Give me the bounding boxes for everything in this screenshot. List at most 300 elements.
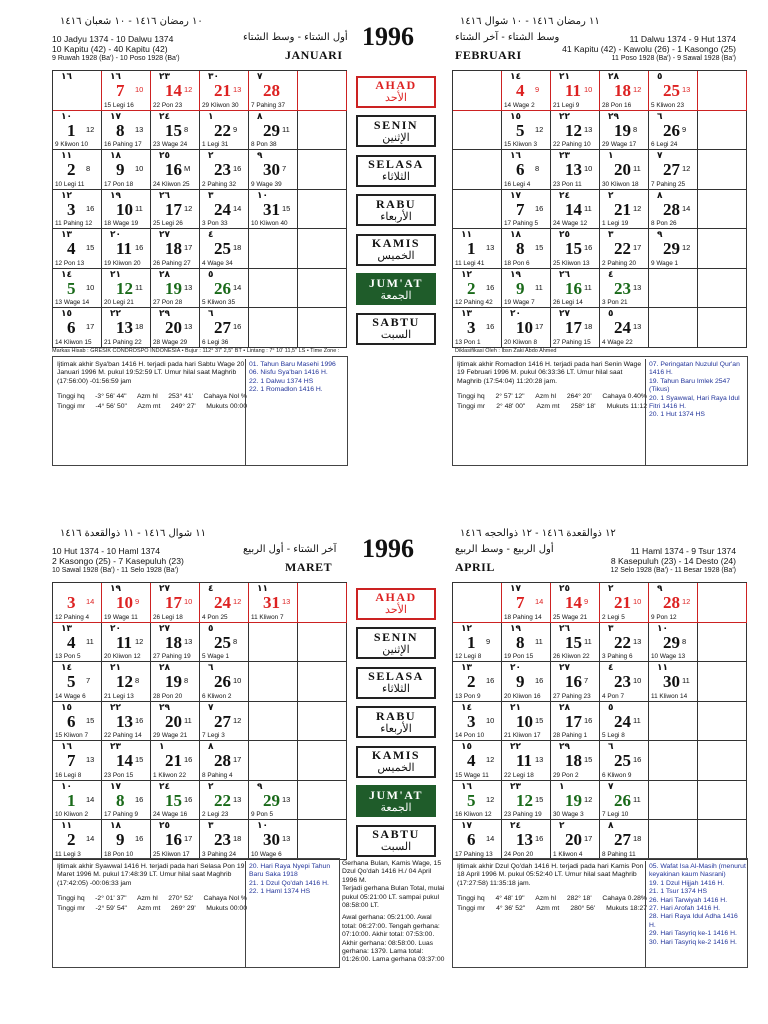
day-cell bbox=[298, 150, 347, 190]
gregorian-date: 28 bbox=[663, 199, 680, 219]
hijri-date: ١ bbox=[608, 151, 614, 161]
hijri-date: ٢١ bbox=[110, 269, 121, 280]
hijri-date: ٦ bbox=[208, 309, 214, 319]
hijri-range-mar: ١١ شوال ١٤١٦ - ١١ ذوالقعدة ١٤١٦ bbox=[60, 528, 207, 539]
event-item: 07. Peringatan Nuzulul Qur'an 1416 H. bbox=[649, 361, 740, 377]
julian-date: 15 bbox=[86, 243, 95, 252]
pasaran-label: 3 Pon 33 bbox=[202, 220, 228, 227]
day-cell bbox=[698, 190, 747, 230]
day-cell bbox=[698, 150, 747, 190]
cell: Mukuts 11:12 bbox=[606, 403, 647, 411]
day-cell bbox=[151, 820, 200, 860]
pasaran-label: 4 Wage 22 bbox=[602, 338, 633, 346]
day-cell bbox=[698, 71, 747, 111]
hijri-date: ١٧ bbox=[510, 190, 521, 201]
gregorian-date: 31 bbox=[263, 593, 280, 612]
day-cell bbox=[200, 111, 249, 151]
hijri-date: ٢٥ bbox=[159, 821, 170, 831]
pasaran-label: 3 Pon 21 bbox=[602, 299, 628, 306]
gregorian-date: 24 bbox=[214, 593, 231, 612]
julian-date: 13 bbox=[633, 636, 642, 646]
cell: Azm mt bbox=[137, 905, 161, 913]
day-cell bbox=[53, 741, 102, 781]
hijri-date: ٤ bbox=[208, 584, 214, 594]
julian-date: 18 bbox=[584, 322, 593, 331]
hijri-date: ٢٧ bbox=[159, 623, 170, 634]
gregorian-date: 23 bbox=[214, 830, 231, 849]
tinggi-table bbox=[57, 393, 247, 414]
pasaran-label: 25 Legi 26 bbox=[153, 220, 183, 227]
day-cell bbox=[102, 741, 151, 781]
julian-date: 7 bbox=[86, 676, 91, 685]
weekday-box bbox=[356, 627, 436, 659]
hijri-date: ١٤ bbox=[61, 269, 72, 280]
tinggi-row bbox=[457, 393, 647, 401]
day-cell bbox=[649, 662, 698, 702]
weekday-arabic: الثلاثاء bbox=[382, 170, 410, 184]
gregorian-date: 8 bbox=[516, 632, 525, 652]
julian-date: 10 bbox=[135, 85, 144, 94]
julian-date: 13 bbox=[282, 834, 291, 843]
pasaran-label: 9 Pon 12 bbox=[651, 613, 677, 621]
gregorian-date: 10 bbox=[516, 711, 533, 731]
pasaran-label: 24 Kliwon 25 bbox=[153, 180, 190, 188]
gregorian-date: 17 bbox=[165, 199, 182, 219]
hijri-date: ١٨ bbox=[510, 230, 521, 240]
day-cell bbox=[53, 583, 102, 623]
pasaran-label: 12 Legi 8 bbox=[455, 653, 482, 660]
pasaran-label: 20 Kliwon 8 bbox=[504, 338, 538, 346]
day-cell bbox=[53, 111, 102, 151]
hijri-date: ١٠ bbox=[657, 623, 668, 634]
julian-date: 12 bbox=[682, 597, 691, 606]
gregorian-date: 3 bbox=[467, 318, 476, 337]
pasaran-label: 7 Pahing 37 bbox=[251, 101, 286, 109]
hijri-date: ٥ bbox=[208, 623, 214, 634]
pasaran-label: 23 Pon 11 bbox=[553, 180, 582, 188]
julian-date: 16 bbox=[486, 322, 495, 331]
hijri-date: ٩ bbox=[657, 584, 663, 594]
cell: Cahaya Nol % bbox=[203, 393, 247, 400]
gregorian-date: 14 bbox=[565, 199, 582, 219]
hijri-date: ١٦ bbox=[61, 742, 72, 752]
ijtimak-text: Ijtimak akhir Syawwal 1416 H. terjadi pada hari Selasa Pon 19 Maret 1996 M. pukul 17:48:39 LT. Umur hilal saat Maghrib (17:42:05) -00:06:33 jam bbox=[57, 863, 245, 887]
julian-date: 16 bbox=[584, 243, 593, 252]
gregorian-date: 15 bbox=[565, 632, 582, 652]
info-line: 8 Kasepuluh (23) - 14 Desto (24) bbox=[610, 556, 736, 566]
gregorian-date: 17 bbox=[165, 593, 182, 612]
cell: 2° 48' 00" bbox=[496, 403, 526, 411]
pasaran-label: 2 Legi 23 bbox=[202, 811, 229, 818]
cell: 253° 41' bbox=[168, 393, 194, 400]
julian-date: 10 bbox=[633, 676, 642, 685]
day-cell bbox=[600, 71, 649, 111]
event-item: 06. Nisfu Sya'ban 1416 H. bbox=[249, 369, 328, 377]
info-mar bbox=[52, 546, 184, 576]
tinggi-table bbox=[457, 895, 647, 916]
eclipse-line: Terjadi gerhana Bulan Total, mulai pukul 05:21:00 LT. sampai pukul 08:58:00 LT. bbox=[342, 885, 445, 910]
hijri-date: ١٠ bbox=[61, 111, 72, 122]
event-item: 29. Hari Tasyriq ke-1 1416 H. bbox=[649, 930, 737, 938]
pasaran-label: 15 Kliwon 7 bbox=[55, 732, 89, 739]
julian-date: 11 bbox=[584, 636, 592, 646]
info-line: 41 Kapitu (42) - Kawolu (26) - 1 Kasongo (25) bbox=[562, 44, 736, 54]
gregorian-date: 8 bbox=[116, 790, 125, 810]
pasaran-label: 5 Wage 1 bbox=[202, 653, 230, 660]
gregorian-date: 1 bbox=[67, 120, 76, 140]
day-cell bbox=[502, 781, 551, 821]
hijri-date: ٧ bbox=[657, 151, 663, 161]
day-cell bbox=[551, 820, 600, 860]
pasaran-label: 12 Pahing 4 bbox=[55, 613, 90, 621]
cell: Azm mt bbox=[536, 403, 560, 411]
day-cell bbox=[151, 269, 200, 309]
gregorian-date: 17 bbox=[565, 711, 582, 731]
cell: -3° 56' 44" bbox=[95, 393, 127, 400]
pasaran-label: 11 Kliwon 14 bbox=[651, 692, 688, 700]
month-name-mar: MARET bbox=[285, 560, 333, 574]
gregorian-date: 29 bbox=[263, 790, 280, 810]
day-cell bbox=[249, 71, 298, 111]
pasaran-label: 2 Pahing 20 bbox=[602, 259, 637, 267]
gregorian-date: 22 bbox=[214, 120, 231, 140]
julian-date: 13 bbox=[184, 636, 193, 646]
julian-date: 8 bbox=[86, 164, 91, 173]
hijri-date: ٩ bbox=[257, 151, 263, 161]
julian-date: 13 bbox=[633, 322, 642, 331]
pasaran-label: 29 Pon 2 bbox=[553, 771, 579, 779]
gregorian-date: 5 bbox=[67, 278, 76, 298]
gregorian-date: 8 bbox=[116, 120, 125, 140]
hijri-date: ٨ bbox=[257, 111, 263, 122]
weekday-box bbox=[356, 155, 436, 187]
gregorian-date: 20 bbox=[165, 318, 182, 337]
cell: 258° 18' bbox=[570, 403, 596, 411]
julian-date: 18 bbox=[135, 322, 144, 331]
day-cell bbox=[298, 583, 347, 623]
julian-date: 12 bbox=[184, 85, 193, 94]
gregorian-date: 13 bbox=[565, 160, 582, 179]
gregorian-date: 19 bbox=[565, 790, 582, 810]
weekday-label bbox=[353, 821, 439, 861]
day-cell bbox=[249, 111, 298, 151]
day-cell bbox=[649, 190, 698, 230]
day-cell bbox=[551, 583, 600, 623]
day-cell bbox=[600, 702, 649, 742]
gregorian-date: 12 bbox=[565, 120, 582, 140]
hijri-date: ١٩ bbox=[510, 269, 521, 280]
pasaran-label: 12 Pahing 42 bbox=[455, 299, 493, 306]
gregorian-date: 26 bbox=[614, 790, 631, 810]
julian-date: 14 bbox=[233, 282, 242, 292]
weekday-arabic: الإثنين bbox=[382, 642, 410, 656]
day-cell bbox=[551, 150, 600, 190]
event-item: 19. Tahun Baru Imlek 2547 (Tikus) bbox=[649, 377, 731, 394]
cell: -2° 59' 54" bbox=[95, 905, 127, 913]
day-cell bbox=[298, 623, 347, 663]
hijri-date: ٢٩ bbox=[159, 309, 170, 319]
julian-date: 7 bbox=[584, 676, 589, 685]
pasaran-label: 26 Legi 14 bbox=[553, 299, 583, 306]
day-cell bbox=[649, 820, 698, 860]
tinggi-row bbox=[57, 905, 247, 913]
julian-date: 14 bbox=[535, 597, 544, 606]
hijri-date: ٦ bbox=[608, 742, 614, 752]
day-cell bbox=[649, 781, 698, 821]
info-feb bbox=[562, 34, 736, 64]
hijri-date: ٢٢ bbox=[559, 111, 570, 122]
julian-date: 8 bbox=[135, 676, 140, 685]
gregorian-date: 7 bbox=[67, 751, 76, 770]
info-line: 11 Dalwu 1374 - 9 Hut 1374 bbox=[629, 34, 736, 44]
weekday-column bbox=[353, 584, 439, 861]
day-cell bbox=[53, 308, 102, 348]
day-cell bbox=[698, 741, 747, 781]
ijtimak-text: Ijtimak akhir Romadlon 1416 H. terjadi pada hari Senin Wage 19 Februari 1996 M. pukul 06:33:36 LT. Umur hilal saat Maghrib (17:54:04) 11:20:28 jam. bbox=[457, 361, 642, 385]
hijri-date: ٢٨ bbox=[159, 663, 170, 673]
pasaran-label: 11 Legi 3 bbox=[55, 850, 81, 858]
pasaran-label: 22 Pahing 14 bbox=[104, 732, 142, 739]
hijri-date: ٨ bbox=[208, 742, 214, 752]
gregorian-date: 15 bbox=[165, 790, 182, 810]
gregorian-date: 26 bbox=[663, 120, 680, 140]
pasaran-label: 28 Pon 20 bbox=[153, 692, 183, 700]
day-cell bbox=[698, 583, 747, 623]
julian-date: 9 bbox=[682, 124, 687, 134]
pasaran-label: 8 Pon 26 bbox=[651, 220, 677, 227]
pasaran-label: 16 Pahing 17 bbox=[104, 141, 142, 148]
pasaran-label: 1 Legi 31 bbox=[202, 141, 229, 148]
gregorian-date: 29 bbox=[663, 632, 680, 652]
julian-date: 13 bbox=[184, 322, 193, 331]
day-cell bbox=[551, 111, 600, 151]
day-cell bbox=[200, 229, 249, 269]
eclipse-info bbox=[340, 858, 448, 967]
hijri-date: ٢٠ bbox=[510, 309, 521, 319]
info-line: 10 Sawal 1928 (Ba') - 11 Selo 1928 (Ba') bbox=[52, 567, 179, 574]
julian-date: 15 bbox=[86, 715, 95, 725]
gregorian-date: 29 bbox=[663, 239, 680, 258]
julian-date: 13 bbox=[535, 755, 544, 764]
gregorian-date: 9 bbox=[516, 278, 525, 298]
gregorian-date: 9 bbox=[116, 830, 125, 849]
day-cell bbox=[502, 269, 551, 309]
pasaran-label: 5 Legi 8 bbox=[602, 732, 625, 739]
julian-date: 13 bbox=[184, 282, 193, 292]
pasaran-label: 24 Wage 16 bbox=[153, 811, 188, 818]
day-cell bbox=[551, 71, 600, 111]
julian-date: 13 bbox=[233, 85, 242, 94]
day-cell bbox=[200, 308, 249, 348]
pasaran-label: 22 Pahing 10 bbox=[553, 141, 591, 148]
pasaran-label: 4 Pon 25 bbox=[202, 613, 228, 621]
gregorian-date: 11 bbox=[565, 81, 582, 100]
weekday-latin: KAMIS bbox=[371, 748, 421, 763]
julian-date: 14 bbox=[486, 834, 495, 843]
weekday-label bbox=[353, 230, 439, 270]
julian-date: 11 bbox=[633, 715, 641, 725]
day-cell bbox=[298, 111, 347, 151]
pasaran-label: 13 Pon 5 bbox=[55, 653, 81, 660]
tinggi-row bbox=[57, 403, 247, 411]
day-cell bbox=[298, 269, 347, 309]
day-cell bbox=[53, 820, 102, 860]
gregorian-date: 30 bbox=[263, 830, 280, 849]
julian-date: 16 bbox=[233, 322, 242, 331]
day-cell bbox=[298, 702, 347, 742]
day-cell bbox=[502, 308, 551, 348]
day-cell bbox=[649, 229, 698, 269]
hijri-date: ٢٣ bbox=[110, 742, 121, 752]
julian-date: 17 bbox=[233, 755, 242, 764]
gregorian-date: 13 bbox=[516, 830, 533, 849]
credit-footer: Diklasifikasi Oleh : Ibsn Zaki Abdo Ahmed bbox=[455, 348, 557, 354]
pasaran-label: 2 Legi 5 bbox=[602, 613, 625, 621]
gregorian-date: 23 bbox=[614, 278, 631, 298]
year-title: 1996 bbox=[362, 534, 414, 563]
calendar-page-jan-feb bbox=[0, 0, 768, 500]
weekday-box bbox=[356, 273, 436, 305]
pasaran-label: 25 Kliwon 13 bbox=[553, 259, 590, 267]
pasaran-label: 24 Pon 20 bbox=[504, 850, 534, 858]
hijri-date: ٢٠ bbox=[110, 230, 121, 240]
grid-feb bbox=[452, 70, 747, 348]
weekday-label bbox=[353, 191, 439, 231]
weekday-latin: SABTU bbox=[372, 827, 420, 842]
julian-date: 8 bbox=[184, 124, 189, 134]
julian-date: 17 bbox=[184, 243, 193, 252]
julian-date: 13 bbox=[86, 755, 95, 764]
pasaran-label: 14 Wage 6 bbox=[55, 692, 86, 700]
hijri-date: ٧ bbox=[257, 72, 263, 82]
hijri-date: ٤ bbox=[608, 269, 614, 280]
info-line: 12 Selo 1928 (Ba') - 11 Besar 1928 (Ba') bbox=[610, 567, 736, 574]
events-feb bbox=[645, 359, 749, 465]
julian-date: 12 bbox=[584, 794, 593, 804]
gregorian-date: 16 bbox=[165, 160, 182, 179]
gregorian-date: 12 bbox=[116, 278, 133, 298]
hijri-date: ٢٥ bbox=[559, 584, 570, 594]
julian-date: 12 bbox=[486, 794, 495, 804]
gregorian-date: 15 bbox=[565, 239, 582, 258]
hisab-footer: Markas Hisab : GRESIK CONDROSPO INDONESIA • Bujur : 112° 37' 2,5" BT • Lintang : 7° 10' 11,5" LS • Time Zone : bbox=[52, 348, 340, 354]
gregorian-date: 25 bbox=[663, 81, 680, 100]
info-line: 2 Kasongo (25) - 7 Kasepuluh (23) bbox=[52, 556, 184, 566]
gregorian-date: 25 bbox=[614, 751, 631, 770]
pasaran-label: 17 Pahing 9 bbox=[104, 811, 139, 818]
info-line: 10 Hut 1374 - 10 Haml 1374 bbox=[52, 546, 160, 556]
julian-date: 11 bbox=[633, 794, 641, 804]
day-cell bbox=[200, 150, 249, 190]
hijri-date: ١٨ bbox=[110, 821, 121, 831]
gregorian-date: 21 bbox=[165, 751, 182, 770]
day-cell bbox=[249, 623, 298, 663]
weekday-arabic: الجمعة bbox=[380, 288, 412, 302]
hijri-date: ١ bbox=[559, 781, 565, 792]
weekday-latin: RABU bbox=[375, 196, 416, 211]
event-item: 26. Hari Tarwiyah 1416 H. bbox=[649, 896, 728, 904]
cell: 4° 36' 52" bbox=[496, 905, 526, 913]
event-item: 20. 1 Syawwal, Hari Raya Idul Fitri 1416 H. bbox=[649, 394, 740, 411]
day-cell bbox=[200, 583, 249, 623]
hijri-date: ٢٣ bbox=[159, 72, 170, 82]
cell: Azm hl bbox=[137, 393, 158, 400]
notes-feb bbox=[452, 356, 748, 466]
julian-date: 16 bbox=[184, 794, 193, 804]
gregorian-date: 2 bbox=[67, 830, 76, 849]
weekday-latin: AHAD bbox=[375, 590, 417, 605]
pasaran-label: 11 Legi 41 bbox=[455, 259, 485, 267]
gregorian-date: 19 bbox=[614, 120, 631, 140]
day-cell bbox=[502, 702, 551, 742]
day-cell bbox=[502, 583, 551, 623]
gregorian-date: 16 bbox=[565, 672, 582, 691]
hijri-date: ٢٥ bbox=[159, 151, 170, 161]
cell: Mukuts 00:00 bbox=[206, 403, 247, 411]
hijri-date: ١٥ bbox=[510, 111, 521, 122]
hijri-date: ٢٠ bbox=[510, 663, 521, 673]
day-cell bbox=[600, 820, 649, 860]
day-cell bbox=[151, 308, 200, 348]
info-line: 10 Jadyu 1374 - 10 Dalwu 1374 bbox=[52, 34, 174, 44]
julian-date: 16 bbox=[86, 203, 95, 213]
julian-date: 8 bbox=[682, 636, 687, 646]
event-item: 19. 1 Dzul Hijjah 1416 H. bbox=[649, 879, 725, 887]
cell: -2° 01' 37" bbox=[95, 895, 127, 902]
day-cell bbox=[249, 662, 298, 702]
grid-mar bbox=[52, 582, 347, 860]
hijri-date: ٣ bbox=[208, 190, 214, 201]
pasaran-label: 25 Wage 21 bbox=[553, 613, 588, 621]
julian-date: 16 bbox=[535, 834, 544, 843]
pasaran-label: 28 Wage 29 bbox=[153, 338, 188, 346]
day-cell bbox=[151, 623, 200, 663]
julian-date: 12 bbox=[633, 203, 642, 213]
day-cell bbox=[53, 702, 102, 742]
cell: Tinggi mr bbox=[457, 905, 486, 913]
gregorian-date: 9 bbox=[516, 672, 525, 691]
pasaran-label: 22 Legi 18 bbox=[504, 771, 534, 779]
pasaran-label: 10 Wage 13 bbox=[651, 653, 686, 660]
julian-date: 14 bbox=[86, 597, 95, 606]
day-cell bbox=[502, 229, 551, 269]
day-cell bbox=[698, 229, 747, 269]
event-item: 28. Hari Raya Idul Adha 1416 H. bbox=[649, 913, 738, 929]
gregorian-date: 12 bbox=[516, 790, 533, 810]
day-cell bbox=[53, 150, 102, 190]
pasaran-label: 18 Pahing 14 bbox=[504, 613, 542, 621]
pasaran-label: 1 Kliwon 22 bbox=[153, 771, 187, 779]
hijri-date: ١٦ bbox=[510, 151, 521, 161]
pasaran-label: 6 Legi 24 bbox=[651, 141, 678, 148]
julian-date: 16 bbox=[135, 834, 144, 843]
day-cell bbox=[200, 702, 249, 742]
gregorian-date: 13 bbox=[116, 318, 133, 337]
tinggi-row bbox=[57, 895, 247, 903]
day-cell bbox=[102, 150, 151, 190]
julian-date: 12 bbox=[682, 164, 691, 173]
julian-date: 10 bbox=[86, 282, 95, 292]
pasaran-label: 19 Wage 7 bbox=[504, 299, 535, 306]
julian-date: 13 bbox=[633, 282, 642, 292]
gregorian-date: 5 bbox=[67, 672, 76, 691]
pasaran-label: 27 Pahing 15 bbox=[553, 338, 591, 346]
pasaran-label: 15 Kliwon 3 bbox=[504, 141, 538, 148]
gregorian-date: 19 bbox=[165, 278, 182, 298]
weekday-arabic: الخميس bbox=[377, 249, 415, 263]
cell: Azm mt bbox=[137, 403, 161, 411]
gregorian-date: 30 bbox=[663, 672, 680, 691]
